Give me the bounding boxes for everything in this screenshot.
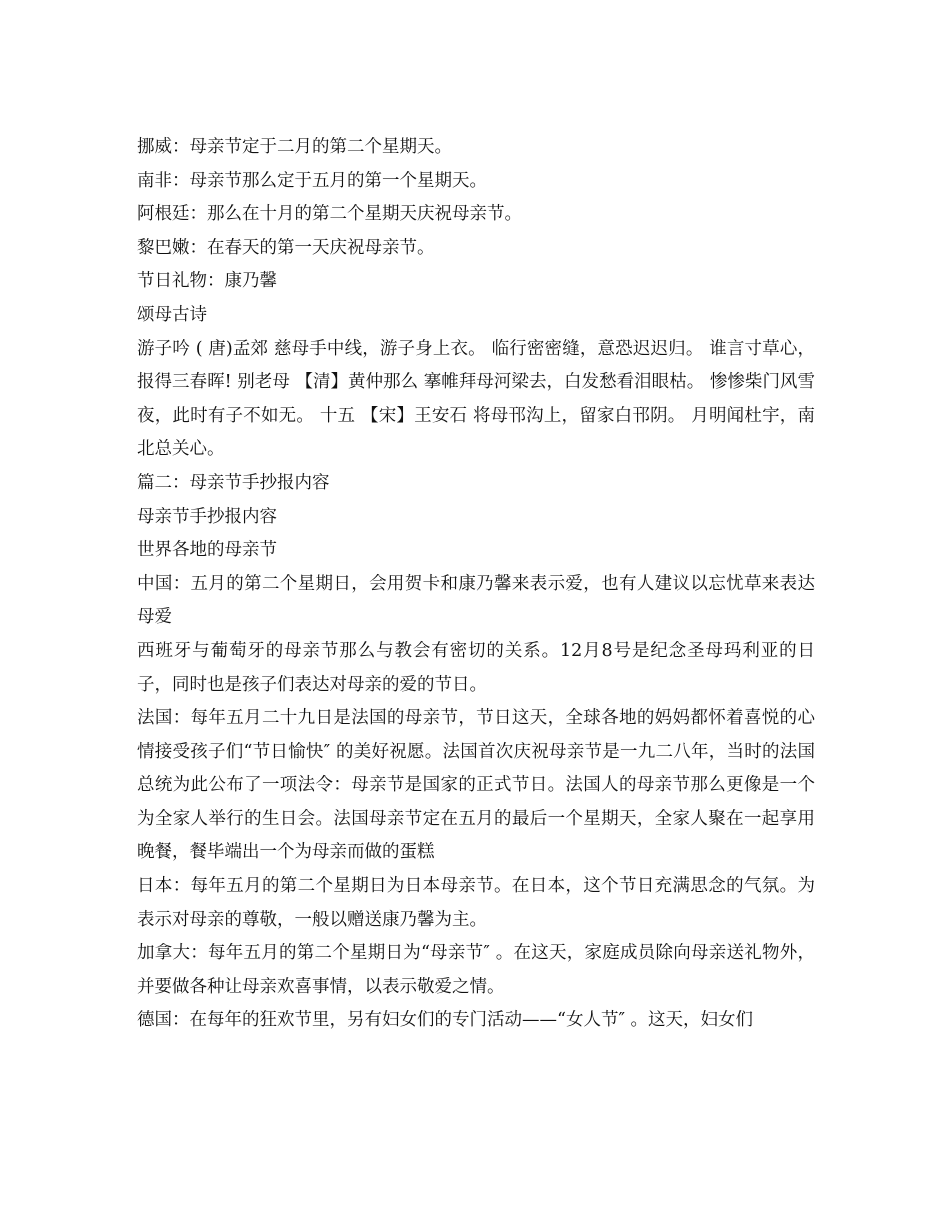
paragraph-argentina: 阿根廷：那么在十月的第二个星期天庆祝母亲节。 xyxy=(137,204,522,225)
paragraph-world-mothers-day: 世界各地的母亲节 xyxy=(137,540,277,561)
paragraph-holiday-gift: 节日礼物：康乃馨 xyxy=(137,271,277,292)
paragraph-handout-title: 母亲节手抄报内容 xyxy=(137,506,277,527)
paragraph-poems-heading: 颂母古诗 xyxy=(137,304,207,325)
document-body xyxy=(137,131,815,1038)
paragraph-canada: 加拿大：每年五月的第二个星期日为“母亲节″ 。在这天，家庭成员除向母亲送礼物外，并要做各种让母亲欢喜事情，以表示敬爱之情。 xyxy=(137,943,815,997)
paragraph-china: 中国：五月的第二个星期日，会用贺卡和康乃馨来表示爱，也有人建议以忘忧草来表达母爱 xyxy=(137,573,815,628)
paragraph-lebanon: 黎巴嫩：在春天的第一天庆祝母亲节。 xyxy=(137,237,435,258)
paragraph-japan: 日本：每年五月的第二个星期日为日本母亲节。在日本，这个节日充满思念的气氛。为表示对母亲的尊敬，一般以赠送康乃馨为主。 xyxy=(137,876,815,930)
paragraph-spain-portugal: 西班牙与葡萄牙的母亲节那么与教会有密切的关系。12月8号是纪念圣母玛利亚的日子，同时也是孩子们表达对母亲的爱的节日。 xyxy=(137,640,815,695)
paragraph-norway: 挪威：母亲节定于二月的第二个星期天。 xyxy=(137,137,452,157)
paragraph-germany: 德国：在每年的狂欢节里，另有妇女们的专门活动——“女人节″ 。这天，妇女们 xyxy=(137,1010,754,1031)
paragraph-france: 法国：每年五月二十九日是法国的母亲节，节日这天，全球各地的妈妈都怀着喜悦的心情接受孩子们“节日愉快″ 的美好祝愿。法国首次庆祝母亲节是一九二八年，当时的法国总统为此公布了一项法令：母亲节是国家的正式节日。法国人的母亲节那么更像是一个为全家人举行的生日会。法国母亲节定在五月的最后一个星期天，全家人聚在一起享用晚餐，餐毕端出一个为母亲而做的蛋糕 xyxy=(137,708,815,863)
paragraph-south-africa: 南非：母亲节那么定于五月的第一个星期天。 xyxy=(137,170,487,191)
paragraph-section-two-heading: 篇二：母亲节手抄报内容 xyxy=(137,472,330,493)
paragraph-poems: 游子吟 ( 唐)孟郊 慈母手中线，游子身上衣。 临行密密缝，意恐迟迟归。 谁言寸草心，报得三春晖! 别老母 【清】黄仲那么 搴帷拜母河梁去，白发愁看泪眼枯。 惨惨柴门风雪夜，此时有子不如无。 十五 【宋】王安石 将母邗沟上，留家白邗阴。 月明闻杜宇，南北总关心。 xyxy=(137,338,815,460)
